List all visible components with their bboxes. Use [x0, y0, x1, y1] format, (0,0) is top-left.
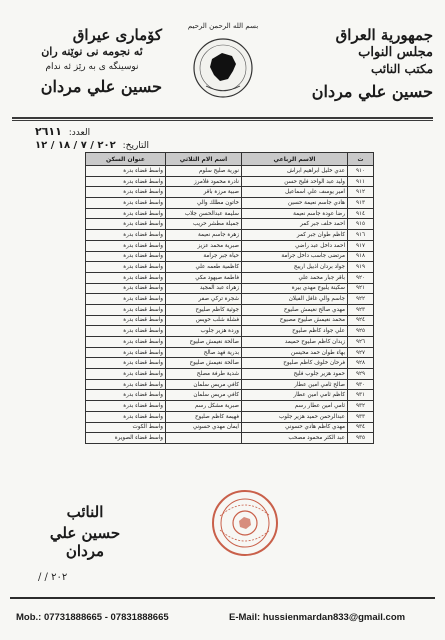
footer-divider: [10, 597, 435, 599]
table-row: [86, 379, 374, 390]
header-left-block: [22, 26, 162, 98]
cell-name: عبدالرحمن حميد هزير جلوب: [242, 411, 348, 422]
header-office-kurdish: نوسینگه ی به رێز ئه ندام: [45, 62, 139, 72]
cell-number: ٩٣٤: [348, 422, 374, 433]
header-name: حسين علي مردان: [311, 82, 433, 101]
cell-number: ٩١٥: [348, 219, 374, 230]
cell-address: واسط قضاء بدرة: [86, 176, 166, 187]
cell-mother-name: حياة جبر جرامة: [166, 251, 242, 262]
cell-address: واسط قضاء بدرة: [86, 198, 166, 209]
iraq-map-logo: [192, 37, 254, 99]
cell-number: ٩١١: [348, 176, 374, 187]
cell-number: ٩٣٠: [348, 379, 374, 390]
header-name-left: حسين علي مردان: [40, 77, 162, 96]
table-row: [86, 262, 374, 273]
table-header-row: [86, 153, 374, 166]
header-country: جمهورية العراق: [335, 26, 433, 44]
cell-name: هادي جاسم نعيمة حسين: [242, 198, 348, 209]
cell-mother-name: سليمة عبدالحسن جلاب: [166, 208, 242, 219]
cell-number: ٩٢٥: [348, 326, 374, 337]
cell-address: واسط قضاء بدرة: [86, 390, 166, 401]
col-header-address: عنوان السكن: [86, 153, 166, 166]
table-row: [86, 433, 374, 444]
reference-date: [35, 140, 149, 151]
cell-address: واسط قضاء بدرة: [86, 358, 166, 369]
cell-number: ٩٢٢: [348, 294, 374, 305]
cell-number: ٩١٢: [348, 187, 374, 198]
reference-number: [35, 125, 90, 138]
table-row: [86, 176, 374, 187]
table-row: [86, 283, 374, 294]
cell-number: ٩١٤: [348, 208, 374, 219]
cell-number: ٩٣٣: [348, 411, 374, 422]
cell-address: واسط قضاء بدرة: [86, 166, 166, 177]
table-row: [86, 166, 374, 177]
cell-name: حمود هزير جلوب فليح: [242, 369, 348, 380]
cell-mother-name: ايمان مهدي حسوني: [166, 422, 242, 433]
table-row: [86, 369, 374, 380]
cell-name: باقر جبار محمد علي: [242, 272, 348, 283]
footer-email: E-Mail: hussienmardan833@gmail.com: [229, 612, 406, 623]
cell-name: جاسم والي غافل الفيلان: [242, 294, 348, 305]
table-row: [86, 219, 374, 230]
cell-mother-name: صالحة نغيمش صليوح: [166, 337, 242, 348]
cell-name: مرتضى جاسب داخل جرامة: [242, 251, 348, 262]
cell-name: عدي خليل ابراهيم ابراش: [242, 166, 348, 177]
col-header-number: ت: [348, 153, 374, 166]
cell-mother-name: فشلة شلب حويس: [166, 315, 242, 326]
cell-number: ٩٢٧: [348, 347, 374, 358]
table-row: [86, 304, 374, 315]
cell-name: احمد داخل عبد راضي: [242, 240, 348, 251]
header-office: مكتب النائب: [370, 62, 433, 76]
header-divider: [12, 117, 433, 119]
cell-address: واسط قضاء بدرة: [86, 262, 166, 273]
cell-address: واسط قضاء بدرة: [86, 272, 166, 283]
cell-mother-name: كاظمية طعمه علي: [166, 262, 242, 273]
cell-name: مهدي كاظم هادي حسوني: [242, 422, 348, 433]
table-row: [86, 326, 374, 337]
cell-address: واسط قضاء بدرة: [86, 337, 166, 348]
cell-mother-name: كافي مريس سلمان: [166, 390, 242, 401]
cell-name: جواد بردان اذبيل اريبج: [242, 262, 348, 273]
cell-number: ٩٢٤: [348, 315, 374, 326]
cell-address: واسط قضاء الصويرة: [86, 433, 166, 444]
cell-name: فرحان خلوف كاظم صليوح: [242, 358, 348, 369]
reference-number-label: العدد:: [68, 128, 91, 138]
cell-mother-name: شدية طرفة مصلح: [166, 369, 242, 380]
cell-mother-name: بدرية فهد صالح: [166, 347, 242, 358]
cell-mother-name: نادرة محمود فلامرز: [166, 176, 242, 187]
cell-address: واسط قضاء بدرة: [86, 369, 166, 380]
cell-name: بهاء طوان حمد محيسن: [242, 347, 348, 358]
basmala: بسم الله الرحمن الرحيم: [187, 22, 259, 30]
cell-mother-name: شجرة تركي صفر: [166, 294, 242, 305]
cell-address: واسط قضاء بدرة: [86, 379, 166, 390]
cell-name: احمد خلف جبر كمر: [242, 219, 348, 230]
table-row: [86, 401, 374, 412]
table-row: [86, 251, 374, 262]
cell-number: ٩٢٣: [348, 304, 374, 315]
cell-address: واسط قضاء بدرة: [86, 294, 166, 305]
cell-name: مهدي صالح نغيمش صليوح: [242, 304, 348, 315]
table-row: [86, 337, 374, 348]
cell-mother-name: فهيمة كاظم صليوح: [166, 411, 242, 422]
cell-name: علي جواد كاظم صليوح: [242, 326, 348, 337]
cell-address: واسط قضاء بدرة: [86, 304, 166, 315]
col-header-name: الاسم الرباعي: [242, 153, 348, 166]
signature-block: [30, 503, 140, 583]
cell-address: واسط قضاء بدرة: [86, 283, 166, 294]
cell-address: واسط قضاء بدرة: [86, 315, 166, 326]
cell-name: وليد عبد الواحد فليح حسن: [242, 176, 348, 187]
cell-mother-name: جوثية كاظم صليوح: [166, 304, 242, 315]
names-table: [85, 152, 374, 444]
cell-mother-name: صبرية مشكل رسم: [166, 401, 242, 412]
cell-number: ٩٣١: [348, 390, 374, 401]
cell-address: واسط قضاء بدرة: [86, 208, 166, 219]
table-body: [86, 166, 374, 444]
cell-mother-name: كافي مريس سلمان: [166, 379, 242, 390]
header-country-kurdish: كۆماری عیراق: [72, 26, 162, 44]
cell-number: ٩٣٢: [348, 401, 374, 412]
cell-name: امير يوسف علي اسماعيل: [242, 187, 348, 198]
cell-address: واسط قضاء بدرة: [86, 401, 166, 412]
header-council: مجلس النواب: [358, 45, 433, 60]
table-row: [86, 411, 374, 422]
signature-date: ٢٠٢ / /: [38, 572, 68, 583]
signature-name: حسين علي مردان: [49, 524, 121, 560]
cell-name: صالح ثامي امين عطار: [242, 379, 348, 390]
header-right-block: [303, 26, 433, 103]
table-row: [86, 208, 374, 219]
cell-name: كاظم طوان جبر كمر: [242, 230, 348, 241]
cell-address: واسط قضاء بدرة: [86, 411, 166, 422]
cell-mother-name: صبية مرزة باقر: [166, 187, 242, 198]
cell-mother-name: [166, 433, 242, 444]
table-row: [86, 347, 374, 358]
table-row: [86, 358, 374, 369]
table-row: [86, 198, 374, 209]
col-header-mother: اسم الام الثلاثي: [166, 153, 242, 166]
cell-mother-name: صالحة نغيمش صليوح: [166, 358, 242, 369]
cell-number: ٩٢٦: [348, 337, 374, 348]
table-row: [86, 230, 374, 241]
cell-name: محمد نغيمش صليوح مصيوح: [242, 315, 348, 326]
table-row: [86, 422, 374, 433]
cell-address: واسط قضاء بدرة: [86, 347, 166, 358]
cell-name: زيدان كاظم صليوح حميمد: [242, 337, 348, 348]
signature-title: النائب: [66, 503, 104, 521]
cell-number: ٩٢١: [348, 283, 374, 294]
reference-date-label: التاريخ:: [122, 141, 150, 151]
cell-number: ٩١٣: [348, 198, 374, 209]
cell-mother-name: فاطمة صيهود مكي: [166, 272, 242, 283]
cell-number: ٩٢٨: [348, 358, 374, 369]
cell-name: كاظم ثامي امين عطار: [242, 390, 348, 401]
table-row: [86, 315, 374, 326]
header-divider-thin: [12, 120, 433, 121]
cell-address: واسط قضاء بدرة: [86, 240, 166, 251]
cell-name: عبد الكثر محمود مصحب: [242, 433, 348, 444]
cell-address: واسط قضاء بدرة: [86, 230, 166, 241]
cell-address: واسط قضاء بدرة: [86, 251, 166, 262]
cell-address: واسط قضاء بدرة: [86, 326, 166, 337]
header-council-kurdish: ئه نجومه نی نوێنه ران: [41, 45, 143, 58]
cell-number: ٩١٠: [348, 166, 374, 177]
cell-mother-name: خاتون مطلك والي: [166, 198, 242, 209]
reference-date-value: ٢٠٢ / ٧ / ١٨ / ١٢: [35, 140, 116, 151]
table-row: [86, 240, 374, 251]
cell-number: ٩٢٩: [348, 369, 374, 380]
cell-name: سكينة يلبوج مهدي بيرة: [242, 283, 348, 294]
cell-address: واسط قضاء بدرة: [86, 187, 166, 198]
cell-mother-name: زهرة جاسم نعيمة: [166, 230, 242, 241]
cell-mother-name: زهراء عبد المجيد: [166, 283, 242, 294]
cell-name: ثامي امين عطار رسم: [242, 401, 348, 412]
cell-mother-name: صبرية محمد عزيز: [166, 240, 242, 251]
table-row: [86, 390, 374, 401]
cell-number: ٩٢٠: [348, 272, 374, 283]
cell-number: ٩١٩: [348, 262, 374, 273]
reference-number-value: ٢٦١١: [35, 125, 62, 138]
cell-mother-name: جميلة مطشر حريب: [166, 219, 242, 230]
cell-number: ٩١٧: [348, 240, 374, 251]
table-row: [86, 187, 374, 198]
official-stamp: [210, 488, 280, 558]
cell-number: ٩١٨: [348, 251, 374, 262]
table-row: [86, 272, 374, 283]
cell-address: واسط الكوت: [86, 422, 166, 433]
cell-address: واسط قضاء بدرة: [86, 219, 166, 230]
table-row: [86, 294, 374, 305]
footer-mobile: Mob.: 07731888665 - 07831888665: [16, 612, 169, 623]
cell-number: ٩١٦: [348, 230, 374, 241]
cell-name: رضا عودة جاسم نعيمة: [242, 208, 348, 219]
cell-mother-name: نورية صليح سلوم: [166, 166, 242, 177]
cell-number: ٩٣٥: [348, 433, 374, 444]
cell-mother-name: وردة هزير جلوب: [166, 326, 242, 337]
